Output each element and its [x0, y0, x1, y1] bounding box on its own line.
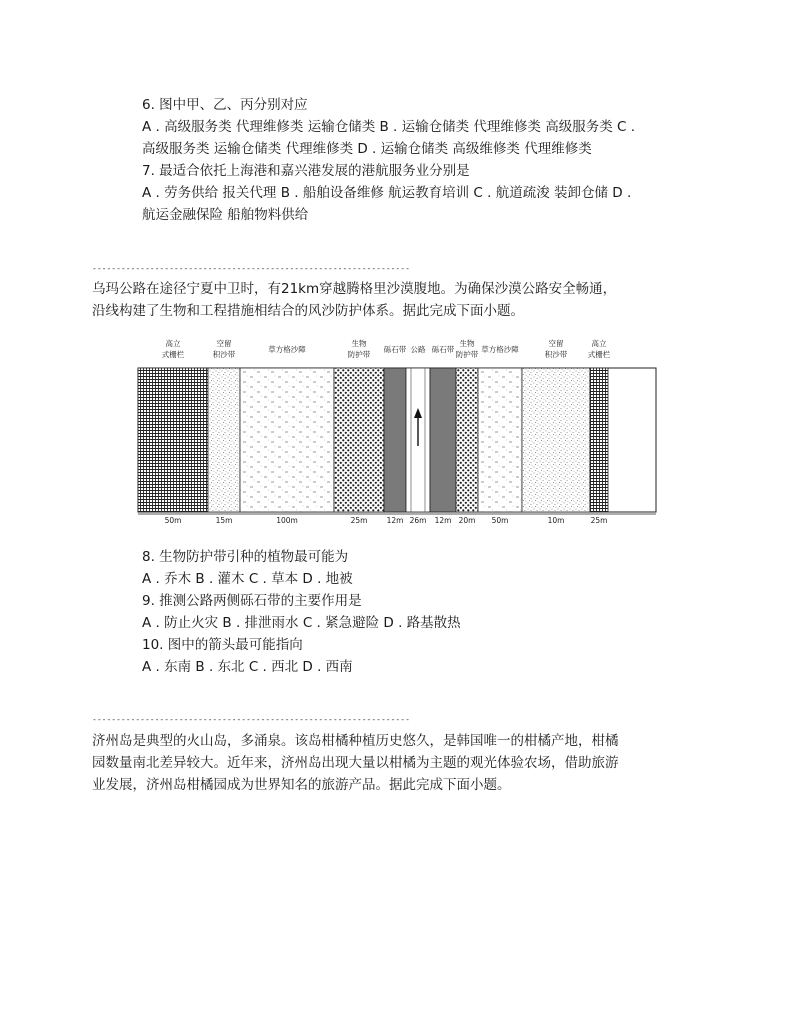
zone-top-label: 防护带 [455, 350, 479, 359]
question-10-options: A . 东南 B . 东北 C . 西北 D . 西南 [142, 659, 353, 675]
zone-4 [334, 368, 384, 512]
question-6-options-line-2: 高级服务类 运输仓储类 代理维修类 D . 运输仓储类 高级维修类 代理维修类 [142, 141, 592, 157]
question-9-options: A . 防止火灾 B . 排泄雨水 C . 紧急避险 D . 路基散热 [142, 615, 461, 631]
section-divider: ------------------------------------------------------------------ [92, 715, 410, 724]
zone-3 [240, 368, 334, 512]
zone-2 [208, 368, 240, 512]
passage-line: 业发展，济州岛柑橘园成为世界知名的旅游产品。据此完成下面小题。 [92, 777, 511, 793]
zone-top-label: 式栅栏 [161, 350, 185, 359]
zone-top-label: 积沙带 [212, 350, 236, 359]
passage-line: 沿线构建了生物和工程措施相结合的风沙防护体系。据此完成下面小题。 [92, 303, 524, 319]
zone-1 [138, 368, 208, 512]
zone-top-label: 积沙带 [544, 350, 568, 359]
zone-top-label: 生物 [459, 339, 475, 348]
question-10-stem: 10. 图中的箭头最可能指向 [142, 637, 303, 653]
zone-width-label: 15m [215, 516, 233, 525]
passage-line: 济州岛是典型的火山岛，多涌泉。该岛柑橘种植历史悠久，是韩国唯一的柑橘产地，柑橘 [92, 733, 619, 749]
zone-top-label: 高立 [591, 339, 607, 348]
zone-5 [384, 368, 406, 512]
zone-top-label: 砾石带 [431, 345, 455, 354]
zone-width-label: 50m [164, 516, 182, 525]
question-7-options-line-2: 航运金融保险 船舶物料供给 [142, 207, 309, 223]
zone-width-label: 20m [458, 516, 476, 525]
section-divider: ------------------------------------------------------------------ [92, 264, 410, 273]
zone-width-label: 26m [409, 516, 427, 525]
questions-6-7 [142, 94, 702, 226]
question-7-options-line-1: A . 劳务供给 报关代理 B . 船舶设备维修 航运教育培训 C . 航道疏浚 装卸仓储 D . [142, 185, 632, 201]
zone-top-label: 草方格沙障 [268, 345, 306, 354]
zone-top-label: 生物 [351, 339, 367, 348]
questions-8-10 [142, 546, 702, 678]
zone-top-label: 空留 [548, 339, 564, 348]
zone-11 [590, 368, 608, 512]
zone-9 [478, 368, 522, 512]
passage-line: 园数量南北差异较大。近年来，济州岛出现大量以柑橘为主题的观光体验农场，借助旅游 [92, 755, 619, 771]
zone-width-label: 12m [386, 516, 404, 525]
zone-width-label: 50m [491, 516, 509, 525]
zone-top-label: 草方格沙障 [481, 345, 519, 354]
zone-width-label: 12m [434, 516, 452, 525]
zone-top-label: 空留 [216, 339, 232, 348]
zone-top-label: 高立 [165, 339, 181, 348]
question-6-stem: 6. 图中甲、乙、丙分别对应 [142, 97, 308, 113]
zone-width-label: 25m [350, 516, 368, 525]
zone-top-label: 防护带 [347, 350, 371, 359]
zone-10 [522, 368, 590, 512]
question-9-stem: 9. 推测公路两侧砾石带的主要作用是 [142, 593, 362, 609]
question-8-stem: 8. 生物防护带引种的植物最可能为 [142, 549, 349, 565]
question-6-options-line-1: A . 高级服务类 代理维修类 运输仓储类 B . 运输仓储类 代理维修类 高级服务类 C . [142, 119, 635, 135]
sand-protection-cross-section [137, 334, 657, 528]
zone-7 [430, 368, 456, 512]
zone-width-label: 100m [276, 516, 298, 525]
zone-top-label: 砾石带 [383, 345, 407, 354]
zone-top-label: 公路 [410, 345, 426, 354]
zone-width-label: 10m [547, 516, 565, 525]
zone-top-label: 式栅栏 [587, 350, 611, 359]
zone-width-label: 25m [590, 516, 608, 525]
passage-desert-highway [92, 278, 704, 322]
passage-jeju-island [92, 730, 704, 796]
question-7-stem: 7. 最适合依托上海港和嘉兴港发展的港航服务业分别是 [142, 163, 470, 179]
zone-8 [456, 368, 478, 512]
passage-line: 乌玛公路在途径宁夏中卫时，有21km穿越腾格里沙漠腹地。为确保沙漠公路安全畅通， [92, 281, 617, 297]
question-8-options: A . 乔木 B . 灌木 C . 草本 D . 地被 [142, 571, 353, 587]
